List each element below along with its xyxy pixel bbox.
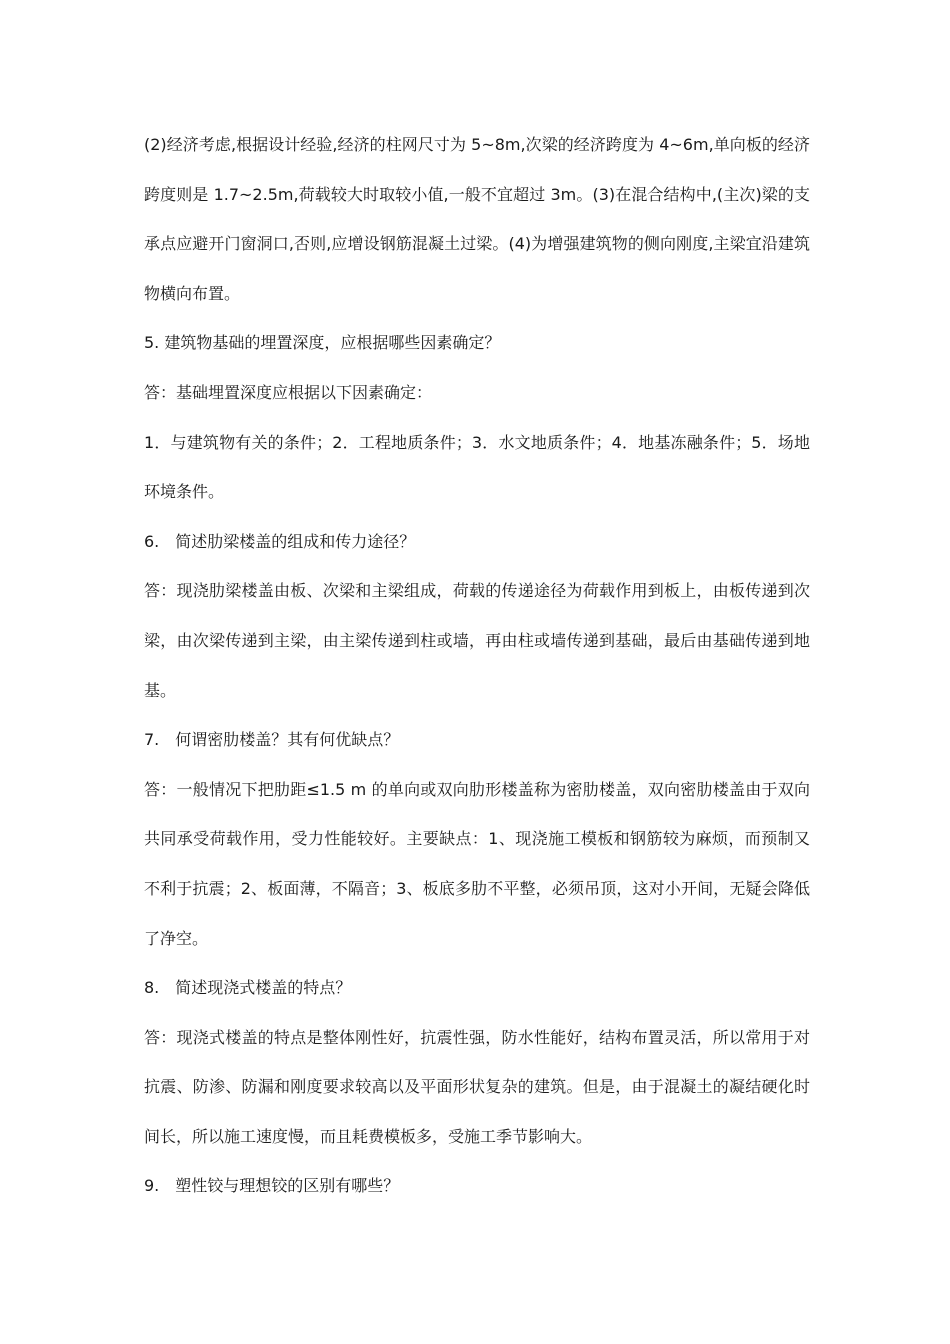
question-9: 9. 塑性铰与理想铰的区别有哪些？ bbox=[144, 1176, 400, 1196]
answer-5-intro: 答：基础埋置深度应根据以下因素确定： bbox=[144, 382, 433, 402]
answer-7: 答：一般情况下把肋距≤1.5 m 的单向或双向肋形楼盖称为密肋楼盖，双向密肋楼盖由于双向共同承受荷载作用，受力性能较好。主要缺点：1、现浇施工模板和钢筋较为麻烦，而预制又不利于抗震；2、板面薄，不隔音；3、板底多肋不平整，必须吊顶，这对小开间，无疑会降低了净空。 bbox=[144, 779, 810, 948]
answer-5-list: 1．与建筑物有关的条件；2．工程地质条件；3．水文地质条件；4．地基冻融条件；5．场地环境条件。 bbox=[144, 432, 810, 502]
answer-6: 答：现浇肋梁楼盖由板、次梁和主梁组成，荷载的传递途径为荷载作用到板上，由板传递到次梁，由次梁传递到主梁，由主梁传递到柱或墙，再由柱或墙传递到基础，最后由基础传递到地基。 bbox=[144, 581, 810, 700]
question-8: 8. 简述现浇式楼盖的特点？ bbox=[144, 978, 352, 998]
question-7: 7. 何谓密肋楼盖？其有何优缺点？ bbox=[144, 730, 400, 750]
question-5: 5. 建筑物基础的埋置深度，应根据哪些因素确定？ bbox=[144, 333, 501, 353]
answer-8: 答：现浇式楼盖的特点是整体刚性好，抗震性强，防水性能好，结构布置灵活，所以常用于对抗震、防渗、防漏和刚度要求较高以及平面形状复杂的建筑。但是，由于混凝土的凝结硬化时间长，所以施工速度慢，而且耗费模板多，受施工季节影响大。 bbox=[144, 1027, 810, 1146]
document-body bbox=[144, 120, 810, 1211]
question-6: 6. 简述肋梁楼盖的组成和传力途径？ bbox=[144, 531, 416, 551]
paragraph-economic-considerations: (2)经济考虑,根据设计经验,经济的柱网尺寸为 5~8m,次梁的经济跨度为 4~6m,单向板的经济跨度则是 1.7~2.5m,荷载较大时取较小值,一般不宜超过 3m。(3)在混合结构中,(主次)梁的支承点应避开门窗洞口,否则,应增设钢筋混凝土过梁。(4)为增强建筑物的侧向刚度,主梁宜沿建筑物横向布置。 bbox=[144, 135, 810, 303]
